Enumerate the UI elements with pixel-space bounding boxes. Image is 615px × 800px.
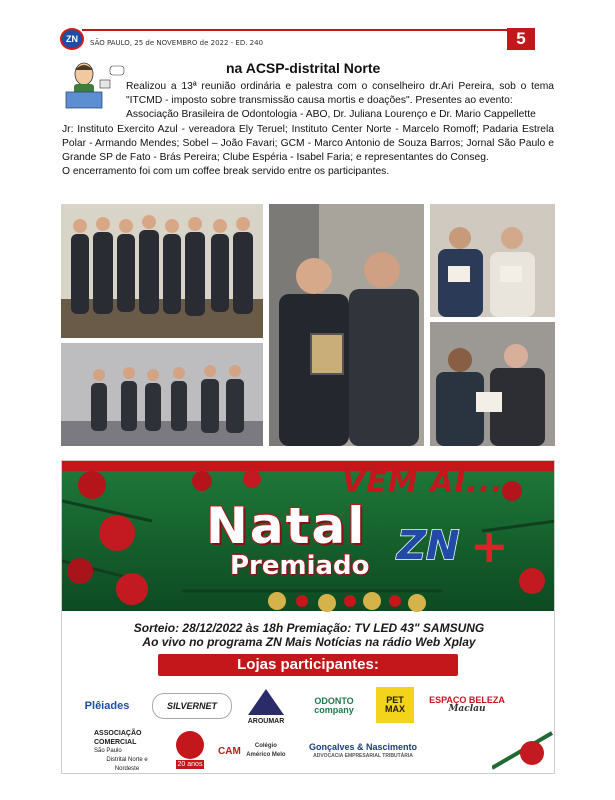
article-paragraph-2-rest: Jr: Instituto Exercito Azul - vereadora Ely Teruel; Instituto Center Norte - Marcelo Romoff; Padaria Estrela Polar - Armando Mendes; Sobel – João Favari; GCM - Marco Antonio de Souza Barros; Jornal São Paulo e Grande SP de Fato - Brás Pereira; Clube Espéria - Isabel Faria; e representantes do Conseg. bbox=[62, 123, 554, 164]
article-paragraph-2-start: Associação Brasileira de Odontologia - ABO, Dr. Juliana Lourenço e Dr. Mario Cappellette bbox=[126, 109, 536, 121]
ad-headline: VÊM AI... bbox=[342, 465, 504, 500]
sponsor-espaco-text-2: Maclau bbox=[448, 704, 486, 714]
sponsor-pleiades-text: Plêiades bbox=[84, 699, 130, 712]
photo-certificate-woman bbox=[430, 204, 555, 317]
photo-plaque-presentation bbox=[269, 204, 424, 446]
sponsor-assoc-line-4: Distrital Norte e Nordeste bbox=[106, 756, 148, 772]
sponsor-assoc-line-2: COMERCIAL bbox=[94, 738, 137, 746]
aroumar-triangle-icon bbox=[246, 687, 286, 717]
page-header bbox=[60, 26, 550, 52]
sponsor-goncalves-sub: ADVOCACIA EMPRESARIAL TRIBUTÁRIA bbox=[313, 753, 413, 759]
ad-title-premiado: Premiado bbox=[230, 551, 370, 581]
sponsor-espaco-text-1: ESPAÇO BELEZA bbox=[429, 695, 505, 705]
article-paragraph-1: Realizou a 13ª reunião ordinária e palestra com o conselheiro dr.Ari Pereira, sob o tema "ITCMD - imposto sobre transmissão causa mortis e doações". Presentes ao evento: bbox=[126, 81, 554, 107]
sponsor-associacao-comercial-logo bbox=[70, 729, 160, 772]
sponsor-goncalves-text: Gonçalves & Nascimento bbox=[308, 742, 418, 752]
sponsor-petmax-logo bbox=[376, 687, 414, 723]
ad-brand-zn: ZN bbox=[397, 523, 460, 569]
sponsor-pleiades-logo bbox=[70, 691, 144, 721]
ad-brand-plus: + bbox=[470, 519, 509, 573]
sponsor-petmax-text: PET MAX bbox=[385, 695, 405, 714]
article-closing: O encerramento foi com um coffee break servido entre os participantes. bbox=[62, 166, 390, 178]
casa-badge-icon bbox=[175, 730, 205, 760]
sponsor-odonto-text: ODONTO company bbox=[314, 696, 354, 715]
sponsor-odonto-logo bbox=[298, 693, 370, 719]
header-rule bbox=[82, 29, 532, 31]
dateline: SÃO PAULO, 25 de NOVEMBRO de 2022 - ED. 240 bbox=[90, 39, 264, 47]
sponsor-cam-school: Colégio Américo Melo bbox=[246, 743, 286, 758]
zn-logo: ZN bbox=[60, 28, 84, 50]
sponsor-silvernet-logo bbox=[152, 693, 232, 719]
sponsor-casa-20-anos-logo bbox=[170, 727, 210, 771]
photo-certificate-men bbox=[430, 322, 555, 446]
sponsor-goncalves-logo bbox=[298, 739, 428, 765]
ad-decoration-branch bbox=[492, 723, 554, 773]
sponsor-assoc-line-3: São Paulo bbox=[94, 747, 122, 754]
sponsor-aroumar-logo bbox=[240, 683, 292, 729]
ad-stores-heading: Lojas participantes: bbox=[158, 654, 458, 676]
ad-draw-info bbox=[62, 621, 555, 649]
christmas-ornament-icon bbox=[492, 723, 554, 773]
sponsor-assoc-line-1: ASSOCIAÇÃO bbox=[94, 729, 142, 737]
page-number: 5 bbox=[507, 28, 535, 50]
natal-premiado-advertisement bbox=[61, 460, 555, 774]
ad-draw-line-1: Sorteio: 28/12/2022 às 18h Premiação: TV LED 43" SAMSUNG bbox=[133, 621, 485, 635]
photo-group-standing bbox=[61, 204, 263, 338]
ad-draw-line-2: Ao vivo no programa ZN Mais Notícias na rádio Web Xplay bbox=[142, 635, 476, 649]
sponsor-espaco-beleza-logo bbox=[422, 689, 512, 721]
sponsor-casa-text: 20 anos bbox=[177, 760, 203, 768]
photo-group-seated bbox=[61, 343, 263, 446]
article-title: na ACSP-distrital Norte bbox=[226, 60, 381, 76]
sponsor-cam-logo bbox=[218, 739, 288, 763]
article-body bbox=[62, 80, 554, 179]
sponsor-cam-text: CAM bbox=[218, 745, 241, 757]
sponsor-aroumar-text: AROUMAR bbox=[247, 717, 285, 725]
ad-title-natal: Natal bbox=[206, 497, 367, 555]
sponsor-silvernet-text: SILVERNET bbox=[166, 700, 217, 711]
